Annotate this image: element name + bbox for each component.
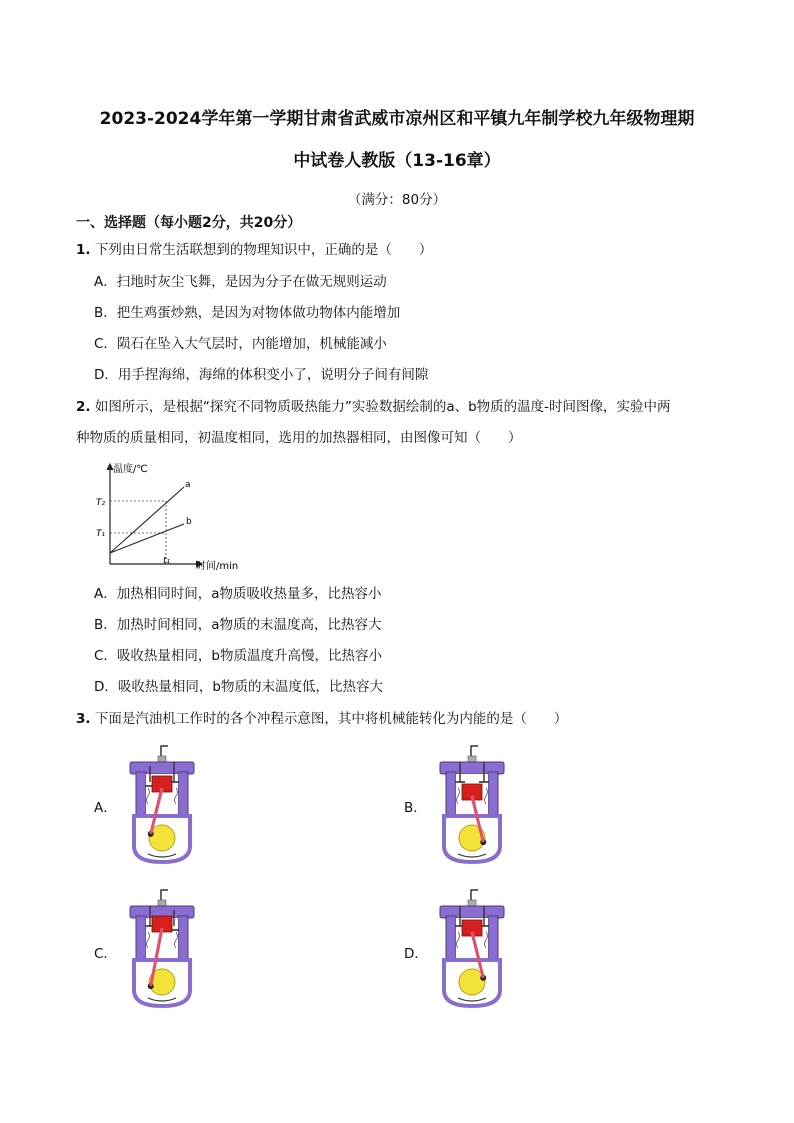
y-axis-label: 温度/℃ — [113, 464, 148, 475]
q1-option-b: B．把生鸡蛋炒熟，是因为对物体做功物体内能增加 — [94, 305, 401, 321]
question-3 — [76, 707, 567, 727]
q2-option-a: A．加热相同时间，a物质吸收热量多，比热容小 — [94, 586, 382, 602]
question-2 — [76, 395, 671, 415]
t1-label: T₁ — [96, 529, 106, 539]
question-stem: 下列由日常生活联想到的物理知识中，正确的是（ ） — [94, 242, 433, 258]
q2-option-b: B．加热时间相同，a物质的末温度高，比热容大 — [94, 617, 382, 633]
option-a-label: A． — [94, 800, 117, 816]
question-1 — [76, 238, 432, 258]
option-d-label: D． — [404, 946, 428, 962]
series-b-label: b — [186, 517, 192, 527]
engine-stroke-diagram — [124, 886, 200, 1010]
question-stem: 下面是汽油机工作时的各个冲程示意图，其中将机械能转化为内能的是（ ） — [94, 711, 568, 727]
series-a-label: a — [185, 480, 191, 490]
question-stem: 如图所示，是根据“探究不同物质吸热能力”实验数据绘制的a、b物质的温度-时间图像，实验中两 — [94, 399, 671, 415]
series-b-line — [110, 524, 184, 553]
section-heading: 一、选择题（每小题2分，共20分） — [76, 215, 302, 231]
q1-option-a: A．扫地时灰尘飞舞，是因为分子在做无规则运动 — [94, 274, 387, 290]
x-axis-label: 时间/min — [196, 561, 239, 572]
t2-label: T₂ — [96, 498, 106, 508]
q2-option-d: D．吸收热量相同，b物质的末温度低，比热容大 — [94, 679, 383, 695]
question-number: 2. — [76, 399, 91, 415]
engine-stroke-diagram — [434, 742, 510, 866]
engine-stroke-diagram — [124, 742, 200, 866]
engine-stroke-diagram — [434, 886, 510, 1010]
series-a-line — [110, 487, 184, 553]
q1-option-c: C．陨石在坠入大气层时，内能增加，机械能减小 — [94, 336, 387, 352]
question-number: 1. — [76, 242, 91, 258]
option-c-label: C． — [94, 946, 117, 962]
question-2-line-2: 种物质的质量相同，初温度相同，选用的加热器相同，由图像可知（ ） — [76, 430, 522, 446]
option-b-label: B． — [404, 800, 427, 816]
score-note: （满分：80分） — [347, 192, 447, 208]
question-number: 3. — [76, 711, 91, 727]
temperature-time-graph — [92, 458, 252, 572]
q1-option-d: D．用手捏海绵，海绵的体积变小了，说明分子间有间隙 — [94, 367, 429, 383]
title-line-2: 中试卷人教版（13-16章） — [293, 151, 501, 171]
time1-label: t₁ — [163, 556, 171, 566]
q2-option-c: C．吸收热量相同，b物质温度升高慢，比热容小 — [94, 648, 382, 664]
title-line-1: 2023-2024学年第一学期甘肃省武威市凉州区和平镇九年制学校九年级物理期 — [99, 109, 695, 129]
